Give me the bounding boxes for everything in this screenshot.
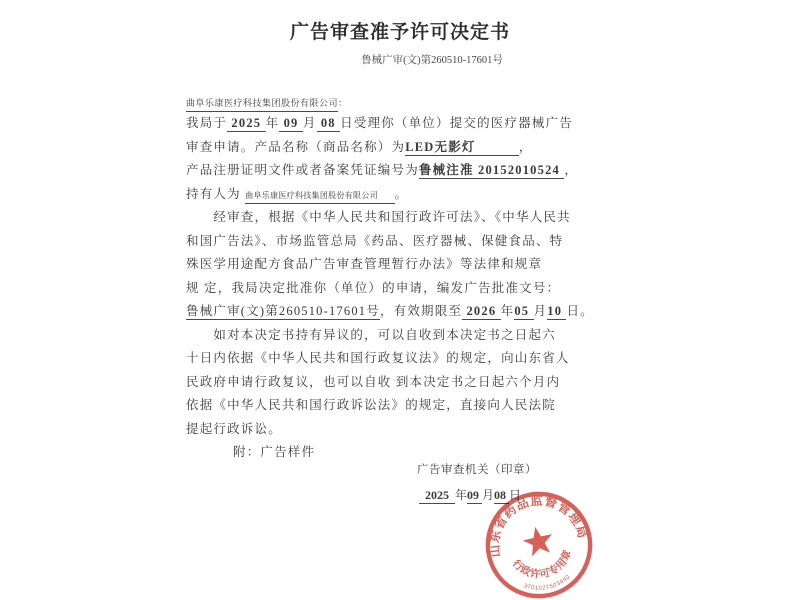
text-run: 年 [265,116,280,130]
text-run: 年 [455,488,468,502]
document-number: 鲁械广审(文)第260510-17601号 [361,55,503,66]
text-run: 月 [302,116,317,130]
seal-caption: 行政许可专用章 [509,548,575,581]
text-line [186,253,586,277]
filled-value: 鲁械注准 20152010524 [418,163,565,177]
text-run: 审查申请。产品名称（商品名称）为 [186,139,406,154]
text-run: 我局于 [186,116,228,130]
text-run: 年 [500,304,515,318]
filled-value: 09 [279,116,303,130]
text-line [186,183,586,207]
document-body [186,94,594,465]
text-line [186,206,586,230]
document-title: 广告审查准予许可决定书 [289,22,510,43]
text-run: 日。 [566,304,594,318]
text-line [186,136,586,160]
paragraph-application [186,112,586,206]
text-run: 规 定，我局决定批准你（单位）的申请，编发广告批准文号： [186,280,561,295]
seal-code: 3701027503440 [522,574,572,592]
filled-value: 2025 [227,116,266,130]
filled-value: 10 [547,304,567,318]
seal-organization: 山东省药品监督管理局 [487,493,591,559]
text-run: 日 [509,488,522,502]
paragraph-appeal [186,324,586,442]
text-run: 产品注册证明文件或者备案凭证编号为 [186,163,419,177]
text-line [186,159,586,183]
filled-value: 09 [467,488,483,502]
text-run: 日受理你（单位）提交的医疗器械广告 [340,116,573,130]
text-run: 持有人为 [186,186,246,201]
attachment-line: 附：广告样件 [233,445,316,459]
text-line [186,112,586,136]
text-run: 殊医学用途配方食品广告审查管理暂行办法》等法律和规章 [186,257,543,271]
filled-value: 08 [316,116,341,130]
text-run: 和国广告法》、市场监管总局《药品、医疗器械、保健食品、特 [186,233,564,248]
text-run: 月 [533,304,548,318]
text-line [186,300,594,324]
text-run: 经审查，根据《中华人民共和国行政许可法》、《中华人民共 [186,210,571,224]
text-run: 依据《中华人民共和国行政诉讼法》的规定，直接向人民法院 [186,398,556,412]
text-line [186,347,586,371]
text-run: ， [564,163,579,177]
text-run: 。 [394,186,409,201]
filled-value: 05 [514,304,534,318]
seal-star-icon [520,524,555,558]
filled-value: 鲁械广审(文)第260510-17601号 [186,304,380,318]
text-line [186,230,586,254]
text-run: 民政府申请行政复议，也可以自收 到本决定书之日起六个月内 [186,374,561,389]
filled-value: 2026 [462,304,501,318]
text-run: 月 [482,488,495,502]
text-run: 如对本决定书持有异议的，可以自收到本决定书之日起六 [186,327,556,342]
paragraph-approval [186,206,594,324]
text-run: 提起行政诉讼。 [186,421,282,436]
text-run: ， [518,139,533,154]
text-run: ： [338,98,348,108]
filled-value: LED无影灯 [405,139,519,154]
text-line [186,418,586,442]
text-line [186,371,586,395]
text-line [186,277,586,301]
text-run: 十日内依据《中华人民共和国行政复议法》的规定，向山东省人 [186,351,570,365]
filled-value: 2025 [419,488,455,502]
text-run: ，有效期限至 [379,304,463,318]
authority-label: 广告审查机关（印章） [417,464,537,476]
text-line [186,394,586,418]
recipient-line [186,94,586,112]
text-line [186,324,586,348]
filled-value: 08 [494,488,510,502]
filled-value: 曲阜乐康医疗科技集团股份有限公司 [245,188,394,204]
filled-value: 曲阜乐康医疗科技集团股份有限公司 [186,96,338,112]
